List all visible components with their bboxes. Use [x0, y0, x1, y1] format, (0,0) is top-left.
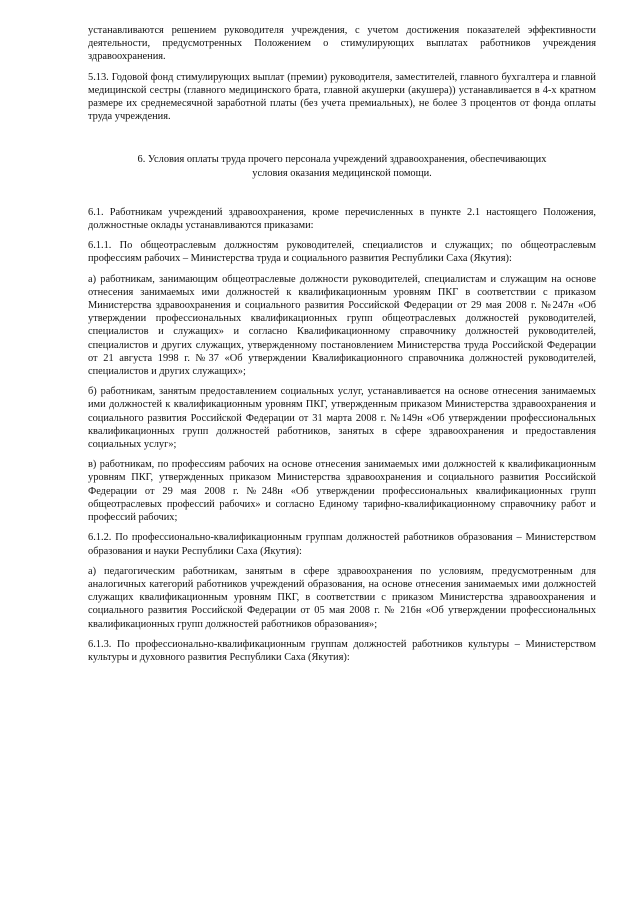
- paragraph-5-13: 5.13. Годовой фонд стимулирующих выплат (премии) руководителя, заместителей, главного бухгалтера и главной медицинской сестры (главного медицинского брата, главной акушерки (акушера)) устанавливается в 4-х кратном размере их среднемесячной заработной платы (без учета премиальных), не более 3 процентов от фонда оплаты труда учреждения.: [88, 71, 596, 123]
- section-heading-6: 6. Условия оплаты труда прочего персонала учреждений здравоохранения, обеспечивающих условия оказания медицинской помощи.: [137, 154, 547, 179]
- paragraph-6-1-2-a: а) педагогическим работникам, занятым в сфере здравоохранения по условиям, предусмотренным для аналогичных категорий работников учреждений образования, на основе отнесения занимаемых ими должностей служащих квалификационным уровням ПКГ, в соответствии с приказом Министерства здравоохранения и социального развития Российской Федерации от 05 мая 2008 г. № 216н «Об утверждении профессиональных квалификационных групп должностей работников образования»;: [88, 565, 596, 630]
- paragraph-6-1-3: 6.1.3. По профессионально-квалификационным группам должностей работников культуры – Министерством культуры и духовного развития Республики Саха (Якутия):: [88, 638, 596, 663]
- paragraph-6-1-1: 6.1.1. По общеотраслевым должностям руководителей, специалистов и служащих; по общеотраслевым профессиям рабочих – Министерства труда и социального развития Республики Саха (Якутия):: [88, 240, 596, 265]
- paragraph-6-1-1-a: а) работникам, занимающим общеотраслевые должности руководителей, специалистам и служащим на основе отнесения занимаемых ими должностей к квалификационным уровням ПКГ в соответствии с приказом Министерства здравоохранения и социального развития Российской Федерации от 29 мая 2008 г. №247н «Об утверждении профессиональных квалификационных групп общеотраслевых должностей руководителей, специалистов и служащих» и согласно Квалификационному справочнику должностей руководителей, специалистов и других служащих, утвержденному постановлением Министерства труда Российской Федерации от 21 августа 1998 г. №37 «Об утверждении Квалификационного справочника должностей руководителей, специалистов и других служащих»;: [88, 273, 596, 378]
- paragraph-6-1-2: 6.1.2. По профессионально-квалификационным группам должностей работников образования – Министерством образования и науки Республики Саха (Якутия):: [88, 532, 596, 557]
- document-page: [88, 24, 596, 671]
- paragraph-6-1-1-v: в) работникам, по профессиям рабочих на основе отнесения занимаемых ими должностей к квалификационным уровням ПКГ, утвержденных приказом Министерства здравоохранения и социального развития Российской Федерации от 29 мая 2008 г. №248н «Об утверждении профессиональных квалификационных групп общеотраслевых профессий рабочих» и согласно Единому тарифно-квалификационному справочнику работ и профессий рабочих;: [88, 459, 596, 524]
- paragraph-continuation: устанавливаются решением руководителя учреждения, с учетом достижения показателей эффективности деятельности, предусмотренных Положением о стимулирующих выплатах работников учреждения здравоохранения.: [88, 25, 596, 63]
- paragraph-6-1-1-b: б) работникам, занятым предоставлением социальных услуг, устанавливается на основе отнесения занимаемых ими должностей к квалификационным уровням ПКГ, утвержденным приказом Министерства здравоохранения и социального развития Российской Федерации от 31 марта 2008 г. №149н «Об утверждении профессиональных квалификационных групп должностей работников, занятых в сфере здравоохранения и предоставления социальных услуг»;: [88, 386, 596, 451]
- paragraph-6-1: 6.1. Работникам учреждений здравоохранения, кроме перечисленных в пункте 2.1 настоящего Положения, должностные оклады устанавливаются приказами:: [88, 206, 596, 232]
